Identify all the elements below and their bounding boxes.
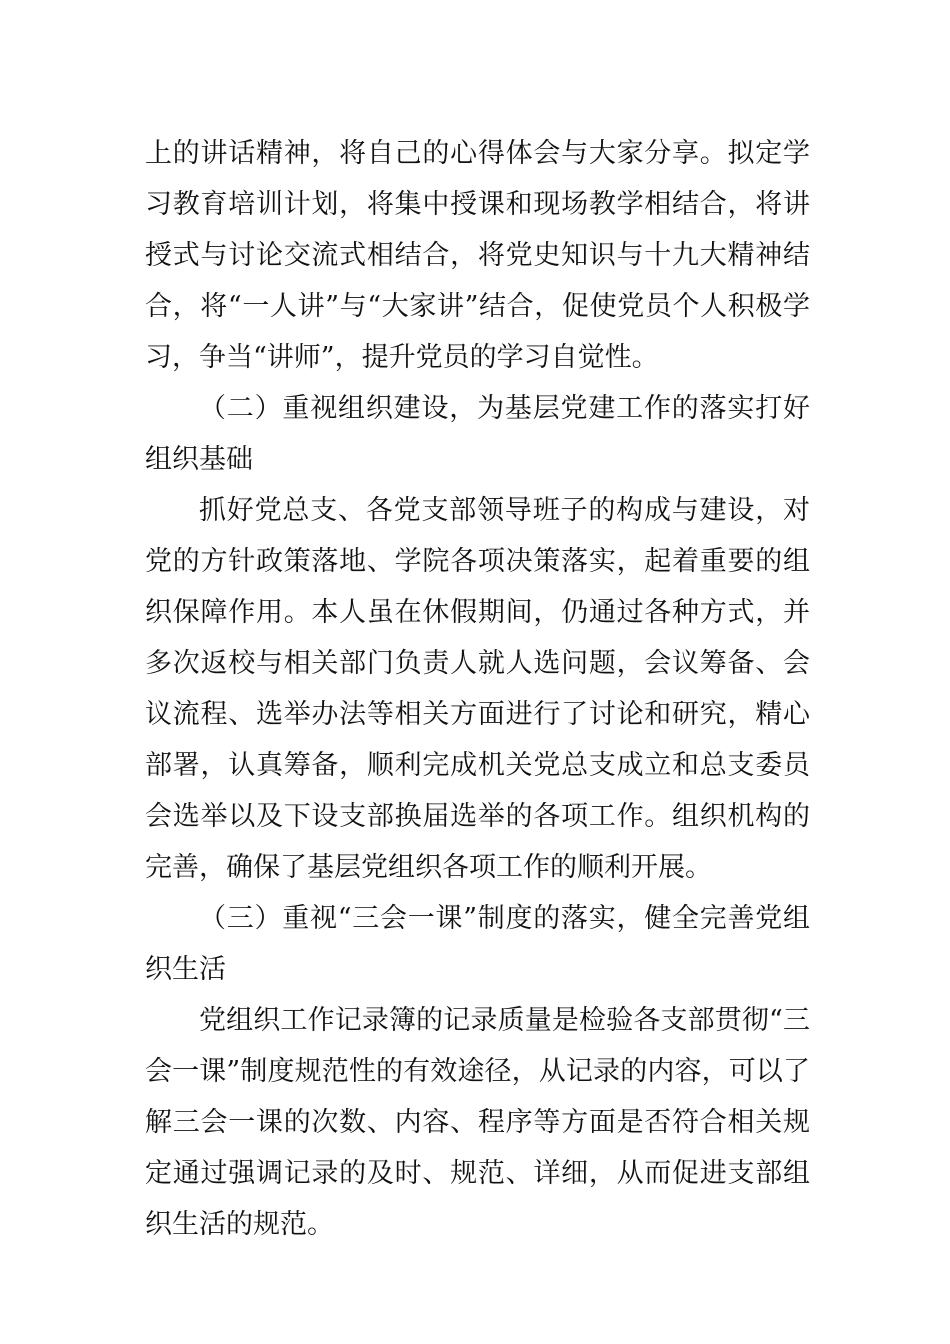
- paragraph-continued: 上的讲话精神，将自己的心得体会与大家分享。拟定学习教育培训计划，将集中授课和现场教学相结合，将讲授式与讨论交流式相结合，将党史知识与十九大精神结合，将“一人讲”与“大家讲”结合，促使党员个人积极学习，争当“讲师”，提升党员的学习自觉性。: [145, 138, 810, 373]
- paragraph-organization: 抓好党总支、各党支部领导班子的构成与建设，对党的方针政策落地、学院各项决策落实，起着重要的组织保障作用。本人虽在休假期间，仍通过各种方式，并多次返校与相关部门负责人就人选问题，会议筹备、会议流程、选举办法等相关方面进行了讨论和研究，精心部署，认真筹备，顺利完成机关党总支成立和总支委员会选举以及下设支部换届选举的各项工作。组织机构的完善，确保了基层党组织各项工作的顺利开展。: [145, 495, 810, 883]
- section-heading-2: （二）重视组织建设，为基层党建工作的落实打好组织基础: [145, 393, 810, 475]
- paragraph-records: 党组织工作记录簿的记录质量是检验各支部贯彻“三会一课”制度规范性的有效途径，从记录的内容，可以了解三会一课的次数、内容、程序等方面是否符合相关规定通过强调记录的及时、规范、详细，从而促进支部组织生活的规范。: [145, 1005, 810, 1240]
- document-body: [145, 128, 810, 1250]
- section-heading-3: （三）重视“三会一课”制度的落实，健全完善党组织生活: [145, 903, 810, 985]
